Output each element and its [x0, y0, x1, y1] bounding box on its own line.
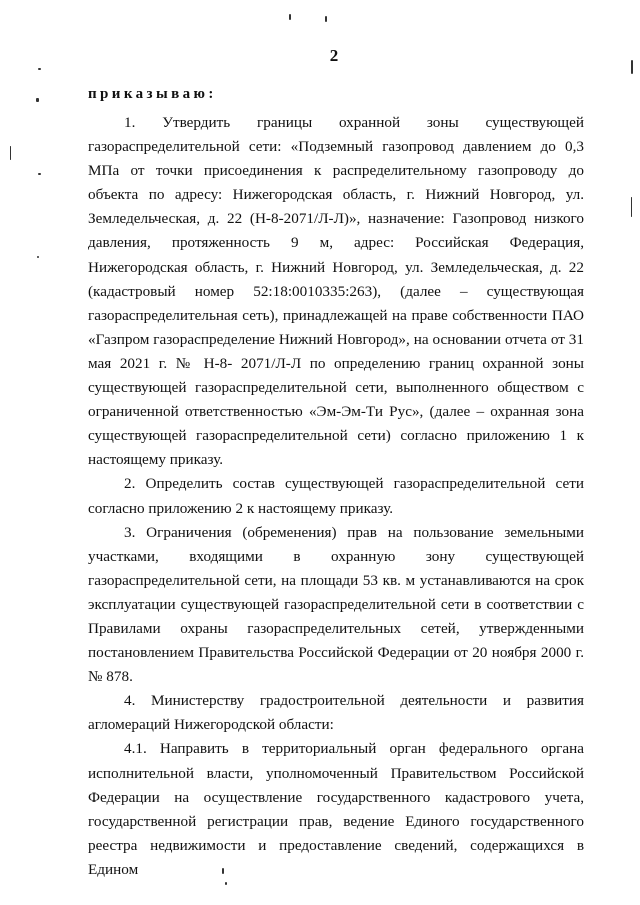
document-body [88, 111, 584, 882]
order-heading: приказываю: [88, 86, 217, 102]
paragraph-4: 4. Министерству градостроительной деятельности и развития агломераций Нижегородской области: [88, 692, 584, 734]
scan-speck [38, 173, 41, 175]
scan-speck [289, 14, 291, 20]
paragraph-2: 2. Определить состав существующей газораспределительной сети согласно приложению 2 к настоящему приказу. [88, 475, 584, 517]
scan-speck [37, 256, 39, 258]
scan-speck [38, 68, 41, 70]
scan-speck [631, 60, 633, 74]
paragraph-1: 1. Утвердить границы охранной зоны существующей газораспределительной сети: «Подземный газопровод давлением до 0,3 МПа от точки присоединения к распределительному газопроводу до объекта по адресу: Нижегородская область, г. Нижний Новгород, ул. Земледельческая, д. 22 (Н-8-2071/Л-Л)», назначение: Газопровод низкого давления, протяженность 9 м, адрес: Российская Федерация, Нижегородская область, г. Нижний Новгород, ул. Земледельческая, д. 22 (кадастровый номер 52:18:0010335:263), (далее – существующая газораспределительная сеть), принадлежащей на праве собственности ПАО «Газпром газораспределение Нижний Новгород», на основании отчета от 31 мая 2021 г. № Н-8- 2071/Л-Л по определению границ охранной зоны существующей газораспределительной сети, выполненного обществом с ограниченной ответственностью «Эм-Эм-Ти Рус», (далее – охранная зона существующей газораспределительной сети) согласно приложению 1 к настоящему приказу. [88, 114, 584, 469]
scan-speck [325, 16, 327, 22]
scan-speck [10, 146, 11, 160]
scan-speck [631, 197, 632, 217]
page-number: 2 [329, 46, 339, 65]
paragraph-3: 3. Ограничения (обременения) прав на пользование земельными участками, входящими в охранную зону существующей газораспределительной сети, на площади 53 кв. м устанавливаются на срок эксплуатации существующей газораспределительной сети в соответствии с Правилами охраны газораспределительных сетей, утвержденными постановлением Правительства Российской Федерации от 20 ноября 2000 г. № 878. [88, 523, 584, 686]
scan-speck [36, 98, 39, 102]
scan-speck [222, 868, 224, 874]
paragraph-4-1: 4.1. Направить в территориальный орган федерального органа исполнительной власти, уполномоченный Правительством Российской Федерации на осуществление государственного кадастрового учета, государственной регистрации прав, ведение Единого государственного реестра недвижимости и предоставление сведений, содержащихся в Едином [88, 740, 584, 878]
scan-speck [225, 882, 227, 885]
